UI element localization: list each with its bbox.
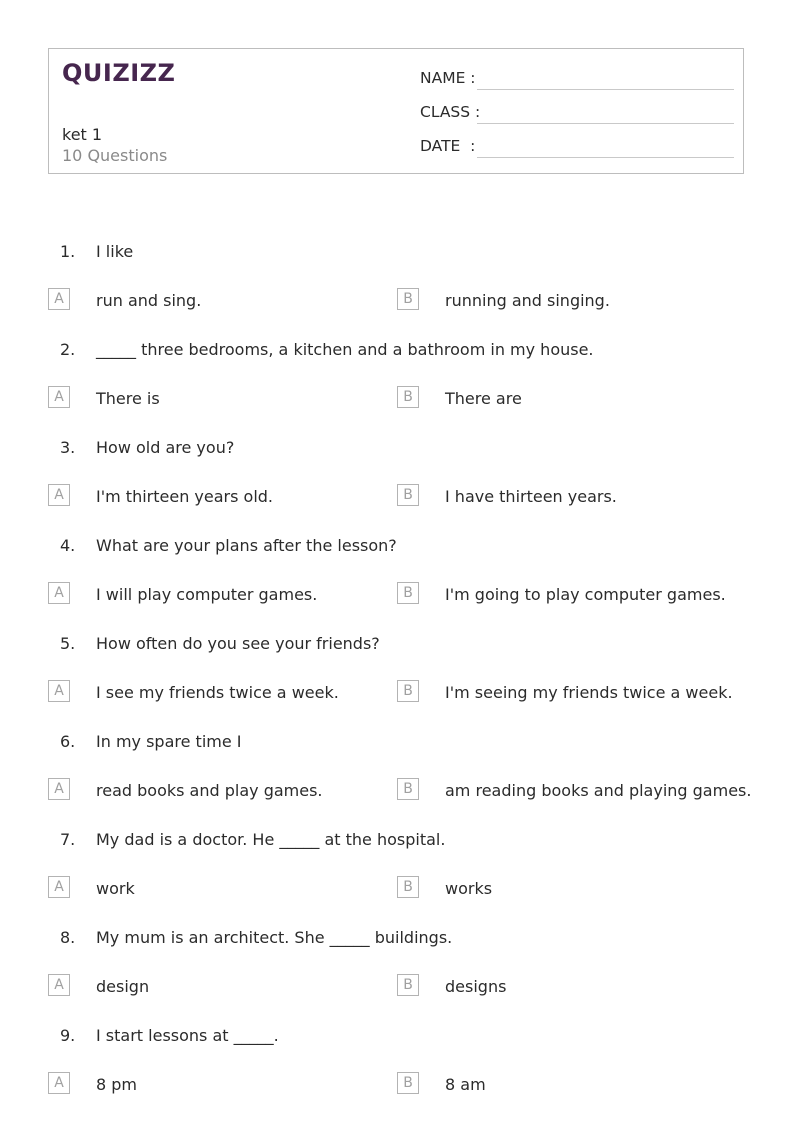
class-line[interactable] [477, 123, 734, 124]
option-letter-box[interactable]: B [397, 386, 419, 408]
class-field[interactable] [420, 103, 734, 127]
option-letter-box[interactable]: B [397, 876, 419, 898]
options-1 [0, 291, 794, 321]
question-1 [0, 242, 794, 272]
option-text: work [96, 879, 135, 898]
question-9 [0, 1026, 794, 1056]
question-number: 9. [60, 1026, 76, 1045]
option-letter-box[interactable]: A [48, 680, 70, 702]
date-line[interactable] [477, 157, 734, 158]
date-field[interactable] [420, 137, 734, 161]
option-text: am reading books and playing games. [445, 781, 752, 800]
question-5 [0, 634, 794, 664]
option-letter-box[interactable]: A [48, 778, 70, 800]
question-text: What are your plans after the lesson? [96, 536, 397, 555]
option-letter-box[interactable]: B [397, 1072, 419, 1094]
question-text: I like [96, 242, 134, 261]
option-text: running and singing. [445, 291, 610, 310]
question-text: How old are you? [96, 438, 235, 457]
option-text: I will play computer games. [96, 585, 318, 604]
quiz-title: ket 1 [62, 125, 103, 144]
question-count: 10 Questions [62, 146, 168, 165]
question-text: My dad is a doctor. He _____ at the hospital. [96, 830, 446, 849]
option-text: I'm seeing my friends twice a week. [445, 683, 733, 702]
options-4 [0, 585, 794, 615]
quizizz-logo: QUIZIZZ [62, 59, 176, 87]
option-text: read books and play games. [96, 781, 323, 800]
options-5 [0, 683, 794, 713]
option-letter-box[interactable]: A [48, 974, 70, 996]
option-text: designs [445, 977, 507, 996]
question-text: I start lessons at _____. [96, 1026, 279, 1045]
option-letter-box[interactable]: A [48, 582, 70, 604]
options-6 [0, 781, 794, 811]
option-text: works [445, 879, 493, 898]
question-3 [0, 438, 794, 468]
option-text: I see my friends twice a week. [96, 683, 339, 702]
option-letter-box[interactable]: A [48, 876, 70, 898]
option-text: run and sing. [96, 291, 202, 310]
question-text: _____ three bedrooms, a kitchen and a bathroom in my house. [96, 340, 594, 359]
option-letter-box[interactable]: B [397, 680, 419, 702]
option-text: 8 pm [96, 1075, 138, 1094]
question-7 [0, 830, 794, 860]
question-number: 8. [60, 928, 76, 947]
question-8 [0, 928, 794, 958]
option-letter-box[interactable]: A [48, 386, 70, 408]
options-9 [0, 1075, 794, 1105]
question-number: 4. [60, 536, 76, 555]
class-label: CLASS : [420, 103, 481, 121]
options-8 [0, 977, 794, 1007]
date-label: DATE : [420, 137, 476, 155]
option-letter-box[interactable]: B [397, 484, 419, 506]
options-2 [0, 389, 794, 419]
question-text: In my spare time I [96, 732, 242, 751]
question-2 [0, 340, 794, 370]
name-label: NAME : [420, 69, 476, 87]
question-number: 7. [60, 830, 76, 849]
name-field[interactable] [420, 69, 734, 93]
option-letter-box[interactable]: B [397, 582, 419, 604]
option-text: 8 am [445, 1075, 486, 1094]
worksheet-header [48, 48, 744, 174]
question-number: 1. [60, 242, 76, 261]
option-letter-box[interactable]: A [48, 288, 70, 310]
options-3 [0, 487, 794, 517]
name-line[interactable] [477, 89, 734, 90]
question-6 [0, 732, 794, 762]
options-7 [0, 879, 794, 909]
question-text: My mum is an architect. She _____ buildings. [96, 928, 453, 947]
option-text: I'm thirteen years old. [96, 487, 274, 506]
option-letter-box[interactable]: A [48, 484, 70, 506]
question-number: 2. [60, 340, 76, 359]
question-4 [0, 536, 794, 566]
option-letter-box[interactable]: B [397, 974, 419, 996]
option-letter-box[interactable]: B [397, 288, 419, 310]
question-number: 6. [60, 732, 76, 751]
option-letter-box[interactable]: B [397, 778, 419, 800]
option-letter-box[interactable]: A [48, 1072, 70, 1094]
option-text: I'm going to play computer games. [445, 585, 726, 604]
question-text: How often do you see your friends? [96, 634, 380, 653]
option-text: There is [96, 389, 160, 408]
option-text: There are [445, 389, 522, 408]
question-number: 3. [60, 438, 76, 457]
option-text: design [96, 977, 150, 996]
option-text: I have thirteen years. [445, 487, 617, 506]
question-number: 5. [60, 634, 76, 653]
